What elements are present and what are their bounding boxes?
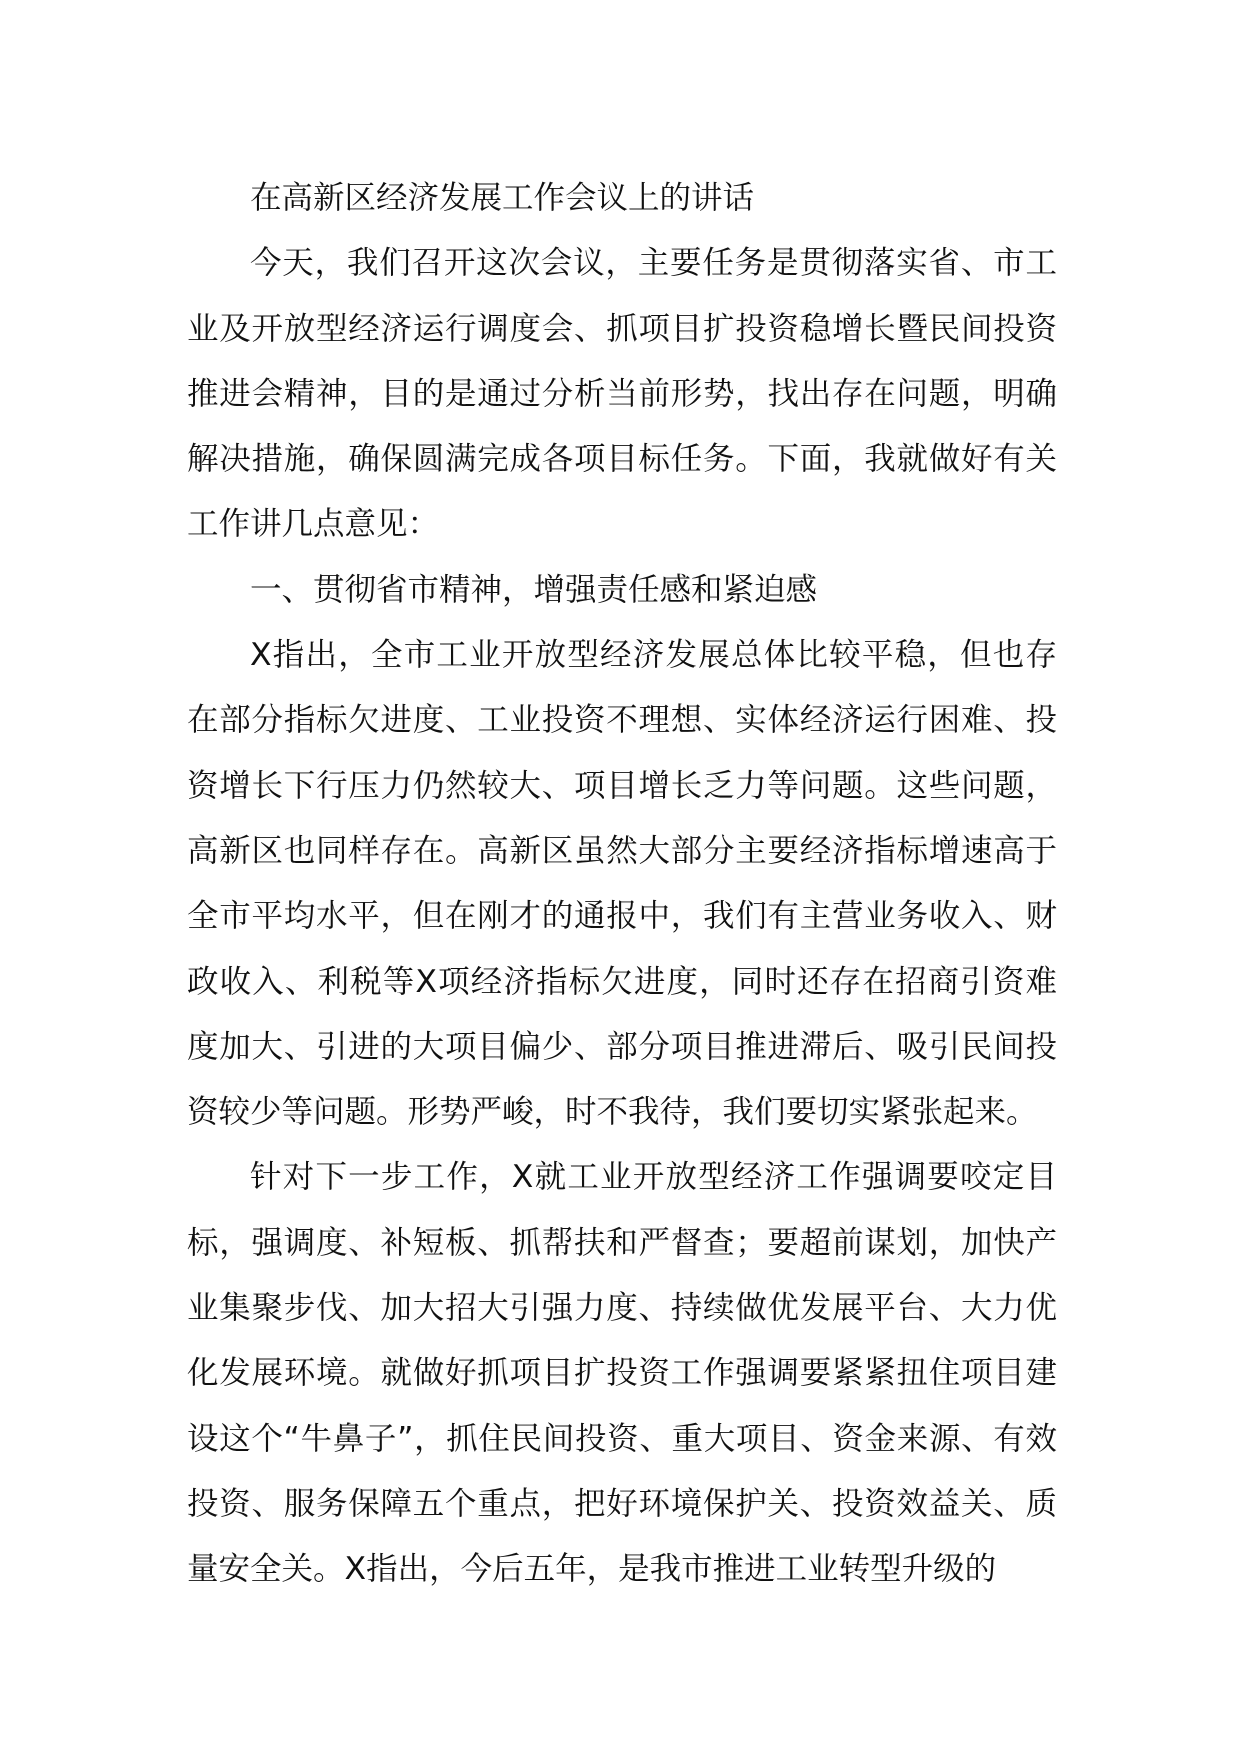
paragraph-next-steps: 针对下一步工作，X就工业开放型经济工作强调要咬定目标，强调度、补短板、抓帮扶和严督查；要超前谋划，加快产业集聚步伐、加大招大引强力度、持续做优发展平台、大力优化发展环境。就做好抓项目扩投资工作强调要紧紧扭住项目建设这个“牛鼻子”，抓住民间投资、重大项目、资金来源、有效投资、服务保障五个重点，把好环境保护关、投资效益关、质量安全关。X指出，今后五年，是我市推进工业转型升级的 [187, 1159, 1057, 1588]
paragraph-situation: X指出，全市工业开放型经济发展总体比较平稳，但也存在部分指标欠进度、工业投资不理想、实体经济运行困难、投资增长下行压力仍然较大、项目增长乏力等问题。这些问题，高新区也同样存在。高新区虽然大部分主要经济指标增速高于全市平均水平，但在刚才的通报中，我们有主营业务收入、财政收入、利税等X项经济指标欠进度，同时还存在招商引资难度加大、引进的大项目偏少、部分项目推进滞后、吸引民间投资较少等问题。形势严峻，时不我待，我们要切实紧张起来。 [187, 637, 1057, 1131]
section-heading-1: 一、贯彻省市精神，增强责任感和紧迫感 [250, 571, 818, 608]
paragraph-intro: 今天，我们召开这次会议，主要任务是贯彻落实省、市工业及开放型经济运行调度会、抓项目扩投资稳增长暨民间投资推进会精神，目的是通过分析当前形势，找出存在问题，明确解决措施，确保圆满完成各项目标任务。下面，我就做好有关工作讲几点意见： [187, 245, 1057, 543]
document-body [187, 166, 1057, 1603]
document-title: 在高新区经济发展工作会议上的讲话 [250, 180, 755, 216]
